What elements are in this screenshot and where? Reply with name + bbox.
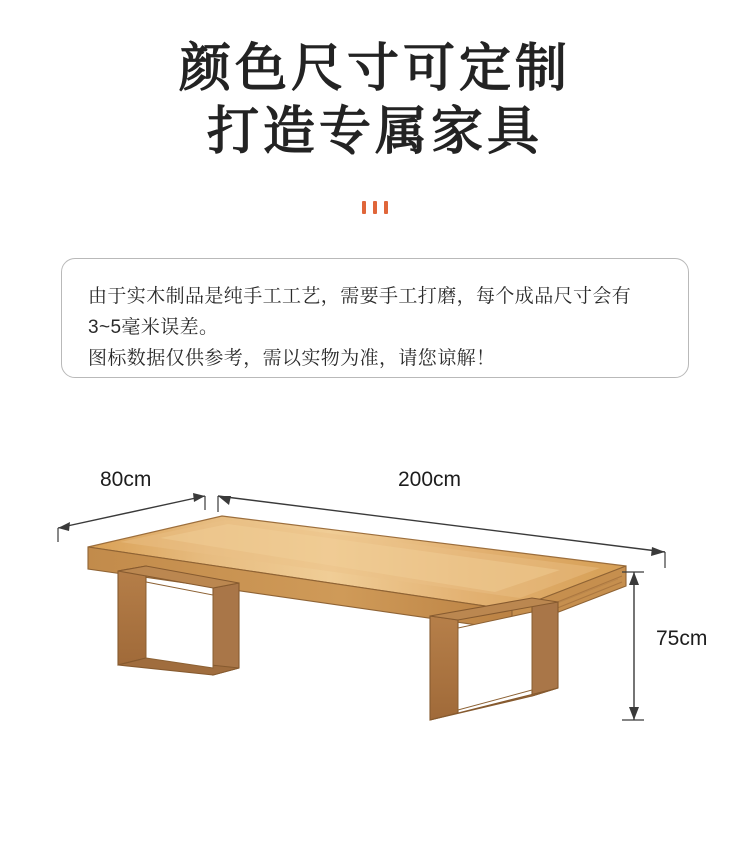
height-label: 75cm xyxy=(656,627,708,650)
divider-dashes xyxy=(0,201,750,215)
divider-dash-icon xyxy=(373,201,377,214)
width-label: 200cm xyxy=(398,468,462,491)
height-measure-75cm xyxy=(622,572,707,720)
depth-label: 80cm xyxy=(100,468,152,491)
disclaimer-line-1: 由于实木制品是纯手工工艺，需要手工打磨，每个成品尺寸会有 xyxy=(88,286,632,307)
table-leg-left xyxy=(118,566,239,675)
disclaimer-box xyxy=(61,258,689,378)
headline-block xyxy=(0,0,750,165)
product-dimension-figure xyxy=(0,430,750,790)
disclaimer-text-block xyxy=(62,259,688,374)
divider-dash-icon xyxy=(384,201,388,214)
disclaimer-line-2: 3~5毫米误差。 xyxy=(88,317,219,338)
headline-line-2: 打造专属家具 xyxy=(206,103,543,162)
headline-line-1: 颜色尺寸可定制 xyxy=(178,40,571,98)
table-illustration xyxy=(0,430,750,790)
disclaimer-line-3: 图标数据仅供参考，需以实物为准，请您谅解！ xyxy=(88,348,496,369)
divider-dash-icon xyxy=(362,201,366,214)
